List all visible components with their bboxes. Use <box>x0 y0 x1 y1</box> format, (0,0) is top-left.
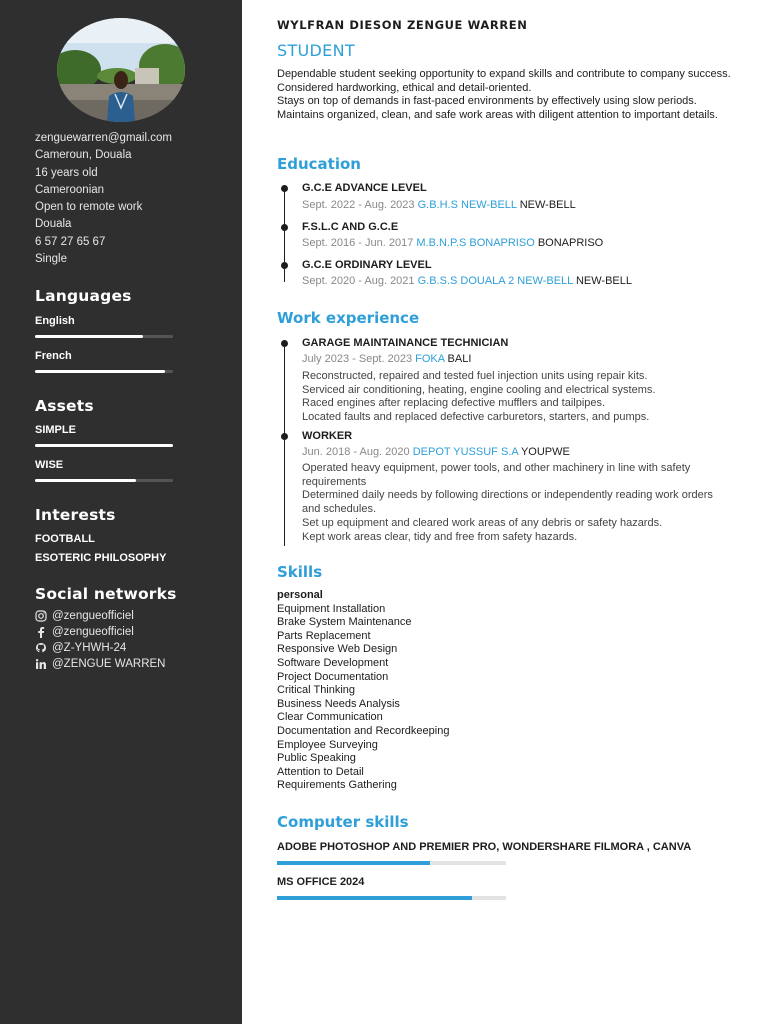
timeline-dot <box>281 185 288 192</box>
education-school[interactable]: M.B.N.P.S BONAPRISO <box>416 237 535 249</box>
social-item-linkedin[interactable] <box>34 657 165 671</box>
education-title: Education <box>277 155 361 173</box>
skill-item: Critical Thinking <box>277 684 356 697</box>
contact-city: Douala <box>35 218 72 231</box>
education-degree: G.C.E ORDINARY LEVEL <box>302 259 432 271</box>
computer-skill-design <box>277 841 692 865</box>
skill-item: Public Speaking <box>277 752 356 765</box>
asset-bar-fill <box>35 479 136 482</box>
job-dates: July 2023 - Sept. 2023 <box>302 353 413 365</box>
asset-bar <box>35 444 173 447</box>
interests-title: Interests <box>35 506 116 524</box>
education-degree: F.S.L.C AND G.C.E <box>302 221 399 233</box>
education-dates: Sept. 2020 - Aug. 2021 <box>302 275 415 287</box>
computer-skill-bar-fill <box>277 896 472 900</box>
social-title: Social networks <box>35 585 177 603</box>
contact-email[interactable]: zenguewarren@gmail.com <box>35 132 172 144</box>
computer-skill-label: ADOBE PHOTOSHOP AND PREMIER PRO, WONDERSHARE FILMORA , CANVA <box>277 841 692 853</box>
profile-photo <box>57 18 185 122</box>
skills-list <box>277 589 449 793</box>
social-item-facebook[interactable] <box>34 625 134 639</box>
computer-skill-office <box>277 876 506 900</box>
skills-category: personal <box>277 589 323 601</box>
job-employer[interactable]: FOKA <box>415 353 445 365</box>
education-meta <box>302 275 632 287</box>
job-duty: Serviced air conditioning, heating, engine cooling and electrical systems. <box>302 383 656 396</box>
education-location: NEW-BELL <box>575 275 632 287</box>
skill-item: Equipment Installation <box>277 602 386 615</box>
job-title: GARAGE MAINTAINANCE TECHNICIAN <box>302 337 509 349</box>
job-description <box>302 370 732 425</box>
contact-status: Single <box>35 253 67 266</box>
language-item-english <box>35 315 173 338</box>
job-title: WORKER <box>302 430 353 442</box>
education-location: BONAPRISO <box>537 237 604 249</box>
skill-item: Responsive Web Design <box>277 643 398 656</box>
contact-remote: Open to remote work <box>35 201 143 214</box>
asset-label: SIMPLE <box>35 424 76 436</box>
skill-item: Clear Communication <box>277 711 383 724</box>
job-description <box>302 462 732 544</box>
skill-item: Business Needs Analysis <box>277 697 400 710</box>
candidate-role: STUDENT <box>277 41 355 60</box>
asset-bar <box>35 479 173 482</box>
job-meta <box>302 353 471 365</box>
skill-item: Software Development <box>277 656 389 669</box>
contact-address: Cameroun, Douala <box>35 149 132 162</box>
job-duty: Located faults and replaced defective carburetors, starters, and pumps. <box>302 411 650 424</box>
timeline-dot <box>281 433 288 440</box>
work-title: Work experience <box>277 309 420 327</box>
job-duty: Determined daily needs by following directions or independently reading work orders and schedules. <box>302 489 713 516</box>
summary-paragraph: Dependable student seeking opportunity to expand skills and contribute to company success. Considered hardworking, ethical and detail-oriented. <box>277 68 731 94</box>
skill-item: Employee Surveying <box>277 738 378 751</box>
social-handle: @ZENGUE WARREN <box>52 658 166 670</box>
language-item-french <box>35 350 173 373</box>
job-dates: Jun. 2018 - Aug. 2020 <box>302 446 410 458</box>
computer-skill-bar-fill <box>277 861 430 865</box>
linkedin-icon <box>34 657 48 671</box>
education-meta <box>302 237 603 249</box>
profile-summary <box>277 68 737 122</box>
social-item-github[interactable] <box>34 641 126 655</box>
education-school[interactable]: G.B.S.S DOUALA 2 NEW-BELL <box>417 275 573 287</box>
timeline-dot <box>281 340 288 347</box>
contact-nationality: Cameroonian <box>35 183 105 196</box>
job-location: YOUPWE <box>520 446 570 458</box>
language-label: French <box>35 350 72 362</box>
asset-item-wise <box>35 459 173 482</box>
language-bar <box>35 335 173 338</box>
social-handle: @zengueofficiel <box>52 626 134 638</box>
computer-skill-label: MS OFFICE 2024 <box>277 876 365 888</box>
asset-item-simple <box>35 424 173 447</box>
contact-age: 16 years old <box>35 166 98 179</box>
job-employer[interactable]: DEPOT YUSSUF S.A <box>412 446 519 458</box>
work-timeline <box>284 342 285 546</box>
computer-skills-title: Computer skills <box>277 813 409 831</box>
education-school[interactable]: G.B.H.S NEW-BELL <box>417 199 517 211</box>
instagram-icon <box>34 609 48 623</box>
github-icon <box>34 641 48 655</box>
sidebar <box>0 0 242 1024</box>
education-location: NEW-BELL <box>519 199 576 211</box>
asset-label: WISE <box>35 459 64 471</box>
job-duty: Reconstructed, repaired and tested fuel injection units using repair kits. <box>302 370 648 382</box>
skill-item: Requirements Gathering <box>277 779 397 792</box>
job-duty: Kept work areas clear, tidy and free from safety hazards. <box>302 530 578 543</box>
job-duty: Set up equipment and cleared work areas of any debris or safety hazards. <box>302 516 663 529</box>
social-item-instagram[interactable] <box>34 609 134 623</box>
skill-item: Brake System Maintenance <box>277 616 412 629</box>
education-dates: Sept. 2022 - Aug. 2023 <box>302 199 415 211</box>
skill-item: Attention to Detail <box>277 765 364 778</box>
job-duty: Operated heavy equipment, power tools, and other machinery in line with safety requirements <box>302 462 691 488</box>
assets-title: Assets <box>35 397 94 415</box>
language-bar <box>35 370 173 373</box>
job-location: BALI <box>447 353 472 365</box>
job-meta <box>302 446 570 458</box>
computer-skill-bar <box>277 896 506 900</box>
languages-title: Languages <box>35 287 132 305</box>
summary-paragraph: Stays on top of demands in fast-paced environments by effectively using slow periods. Maintains organized, clean, and safe work areas with diligent attention to important details. <box>277 95 718 121</box>
job-duty: Raced engines after replacing defective mufflers and tailpipes. <box>302 397 606 410</box>
education-degree: G.C.E ADVANCE LEVEL <box>302 182 427 194</box>
language-label: English <box>35 315 75 327</box>
education-meta <box>302 199 576 211</box>
language-bar-fill <box>35 335 143 338</box>
interest-item: ESOTERIC PHILOSOPHY <box>35 552 167 564</box>
education-dates: Sept. 2016 - Jun. 2017 <box>302 237 414 249</box>
skill-item: Parts Replacement <box>277 629 371 642</box>
contact-phone[interactable]: 6 57 27 65 67 <box>35 235 106 248</box>
skills-title: Skills <box>277 563 323 581</box>
social-handle: @Z-YHWH-24 <box>52 642 127 654</box>
skill-item: Project Documentation <box>277 670 389 683</box>
language-bar-fill <box>35 370 165 373</box>
contact-list <box>35 130 172 268</box>
computer-skill-bar <box>277 861 506 865</box>
candidate-name: WYLFRAN DIESON ZENGUE WARREN <box>277 18 528 32</box>
interest-item: FOOTBALL <box>35 533 95 545</box>
asset-bar-fill <box>35 444 173 447</box>
facebook-icon <box>34 625 48 639</box>
skill-item: Documentation and Recordkeeping <box>277 724 450 737</box>
timeline-dot <box>281 262 288 269</box>
timeline-dot <box>281 224 288 231</box>
social-handle: @zengueofficiel <box>52 610 134 622</box>
